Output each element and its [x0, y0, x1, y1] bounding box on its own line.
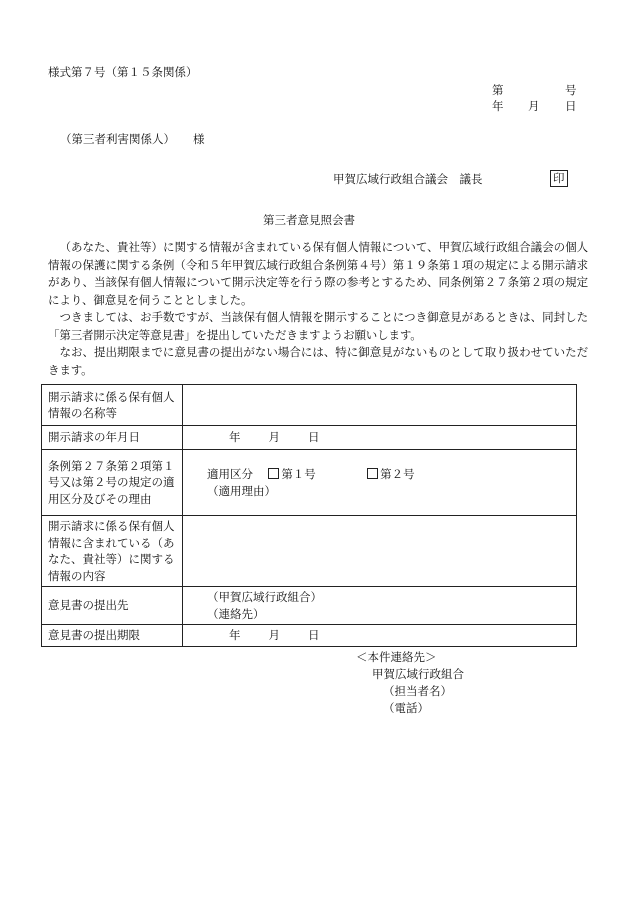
table-row: [42, 426, 577, 450]
recipient-honorific: 様: [193, 132, 205, 146]
row-label-info-name: 開示請求に係る保有個人情報の名称等: [42, 385, 183, 426]
form-number: 様式第７号（第１５条関係）: [48, 65, 198, 79]
submission-dest-org: （甲賀広域行政組合）: [207, 590, 322, 604]
row-label-request-date: 開示請求の年月日: [42, 426, 183, 450]
table-row: [42, 625, 577, 647]
option1-label: 第１号: [281, 467, 316, 481]
row-value-info-name: [183, 385, 577, 426]
body-paragraph-3: なお、提出期限までに意見書の提出がない場合には、特に御意見がないものとして取り扱わせていただきます。: [48, 345, 588, 377]
body-paragraph-2: つきましては、お手数ですが、当該保有個人情報を開示することにつき御意見があるときは、同封した「第三者開示決定等意見書」を提出していただきますようお願いします。: [48, 310, 588, 342]
row-value-info-content: [183, 516, 577, 587]
option2-checkbox[interactable]: [367, 468, 378, 479]
row-label-submission-dest: 意見書の提出先: [42, 587, 183, 625]
recipient-name: （第三者利害関係人）: [60, 132, 175, 146]
doc-number-suffix: 号: [565, 83, 577, 97]
sender-name: 甲賀広域行政組合議会 議長: [333, 172, 483, 186]
info-table: [41, 384, 577, 647]
row-value-submission-dest: [183, 587, 577, 625]
category-label: 適用区分: [207, 467, 253, 481]
contact-org: 甲賀広域行政組合: [372, 667, 464, 681]
row-value-submission-deadline: 年 月 日: [183, 625, 577, 647]
contact-person: （担当者名）: [383, 684, 452, 698]
option2-label: 第２号: [380, 467, 415, 481]
contact-phone: （電話）: [383, 701, 429, 715]
row-value-request-date: 年 月 日: [183, 426, 577, 450]
option1-checkbox[interactable]: [268, 468, 279, 479]
date-day: 日: [565, 99, 577, 113]
table-row: [42, 385, 577, 426]
seal-label: 印: [550, 170, 568, 187]
body-text: [48, 239, 588, 379]
table-row: [42, 450, 577, 516]
table-row: [42, 587, 577, 625]
submission-dest-contact: （連絡先）: [207, 606, 265, 621]
table-row: [42, 516, 577, 587]
body-paragraph-1: （あなた、貴社等）に関する情報が含まれている保有個人情報について、甲賀広域行政組合議会の個人情報の保護に関する条例（令和５年甲賀広域行政組合条例第４号）第１９条第１項の規定による開示請求があり、当該保有個人情報について開示決定等を行う際の参考とするため、同条例第２７条第２項の規定により、御意見を伺うこととしました。: [48, 240, 588, 307]
document-title: 第三者意見照会書: [263, 213, 355, 227]
row-value-applicable-category: [183, 450, 577, 516]
doc-number-prefix: 第: [492, 83, 504, 97]
row-label-info-content: 開示請求に係る保有個人情報に含まれている（あなた、貴社等）に関する情報の内容: [42, 516, 183, 587]
date-month: 月: [528, 99, 540, 113]
contact-heading: ＜本件連絡先＞: [356, 650, 437, 664]
applicable-reason: （適用理由）: [207, 483, 276, 498]
seal-mark: [550, 170, 568, 187]
date-year: 年: [492, 99, 504, 113]
row-label-applicable-category: 条例第２７条第２項第１号又は第２号の規定の適用区分及びその理由: [42, 450, 183, 516]
row-label-submission-deadline: 意見書の提出期限: [42, 625, 183, 647]
